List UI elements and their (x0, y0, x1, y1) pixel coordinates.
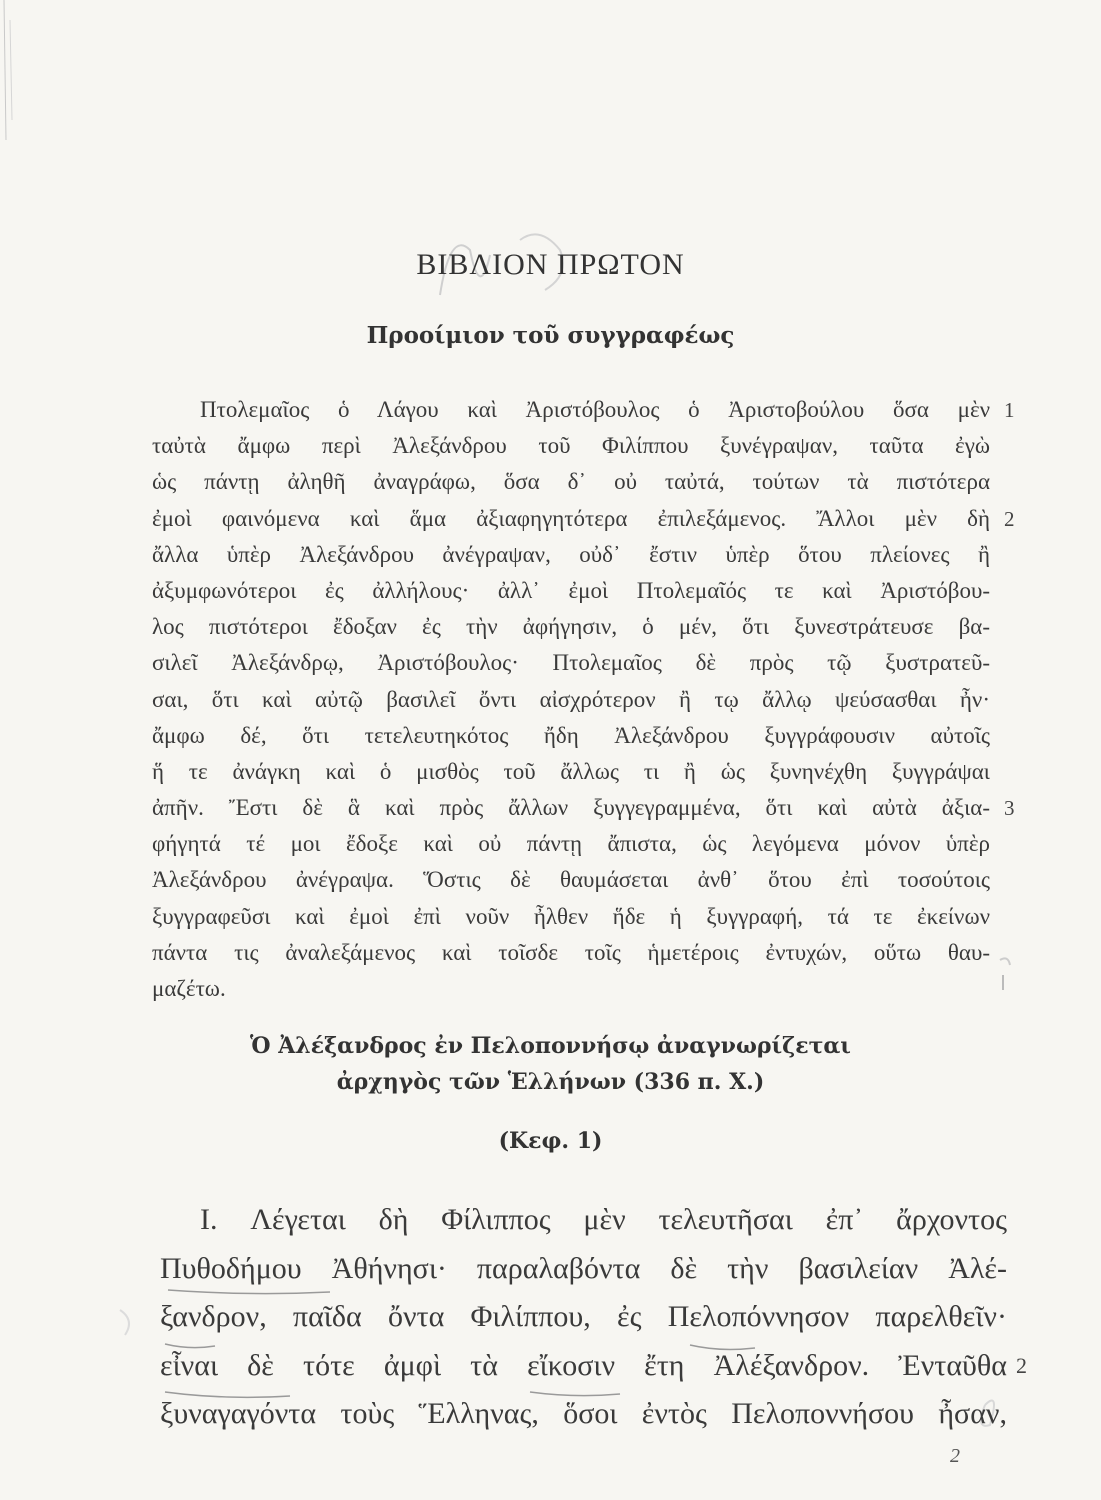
text-line: ἀξυμφωνότεροι ἐς ἀλλήλους· ἀλλ᾽ ἐμοὶ Πτολεμαῖός τε καὶ Ἀριστόβου- (152, 577, 990, 603)
text-line: Ἀλεξάνδρου ἀνέγραψα. Ὅστις δὲ θαυμάσεται ἀνθ᾽ ὅτου ἐπὶ τοσούτοις (152, 867, 990, 893)
text-line: πάντα τις ἀναλεξάμενος καὶ τοῖσδε τοῖς ἡμετέροις ἐντυχών, οὕτω θαυ- (152, 939, 990, 965)
text-line: ταὐτὰ ἄμφω περὶ Ἀλεξάνδρου τοῦ Φιλίππου ξυνέγραψαν, ταῦτα ἐγὼ (152, 433, 990, 459)
preface-title: Προοίμιον τοῦ συγγραφέως (366, 322, 735, 349)
chapter-heading-line2: ἀρχηγὸς τῶν Ἑλλήνων (336 π. Χ.) (336, 1069, 765, 1095)
section-number: 2 (1016, 1352, 1027, 1378)
chapter-body (160, 1196, 1060, 1439)
text-line: Πυθοδήμου Ἀθήνησι· παραλαβόντα δὲ τὴν βασιλείαν Ἀλέ- (160, 1251, 1007, 1285)
text-line: ξυναγαγόντα τοὺς Ἕλληνας, ὅσοι ἐντὸς Πελοποννήσου ἦσαν, (160, 1397, 1007, 1431)
text-line: λος πιστότεροι ἔδοξαν ἐς τὴν ἀφήγησιν, ὁ μέν, ὅτι ξυνεστράτευσε βα- (152, 614, 990, 640)
text-line: ὡς πάντῃ ἀληθῆ ἀναγράφω, ὅσα δ᾽ οὐ ταὐτά, τούτων τὰ πιστότερα (152, 469, 990, 495)
text-line: ἥ τε ἀνάγκη καὶ ὁ μισθὸς τοῦ ἄλλως τι ἢ ὡς ξυνηνέχθη ξυγγράψαι (152, 758, 990, 784)
text-line: σιλεῖ Ἀλεξάνδρῳ, Ἀριστόβουλος· Πτολεμαῖος δὲ πρὸς τῷ ξυστρατεῦ- (152, 650, 990, 676)
text-line: εἶναι δὲ τότε ἀμφὶ τὰ εἴκοσιν ἔτη Ἀλέξανδρον. Ἐνταῦθα 2 (160, 1342, 1007, 1391)
section-number: 2 (1004, 506, 1015, 531)
text-line: σαι, ὅτι καὶ αὐτῷ βασιλεῖ ὄντι αἰσχρότερον ἢ τῳ ἄλλῳ ψεύσασθαι ἦν· (152, 686, 990, 712)
text-line: μαζέτω. (152, 976, 226, 1001)
chapter-reference: (Κεφ. 1) (498, 1128, 603, 1154)
text-line: Πτολεμαῖος ὁ Λάγου καὶ Ἀριστόβουλος ὁ Ἀριστοβούλου ὅσα μὲν 1 (152, 392, 990, 428)
text-line: ἄλλα ὑπὲρ Ἀλεξάνδρου ἀνέγραψαν, οὐδ᾽ ἔστιν ὑπὲρ ὅτου πλείονες ἢ (152, 541, 990, 567)
text-line: φήγητά τέ μοι ἔδοξε καὶ οὐ πάντῃ ἄπιστα, ὡς λεγόμενα μόνον ὑπὲρ (152, 831, 990, 857)
text-line: ἀπῆν. Ἔστι δὲ ἃ καὶ πρὸς ἄλλων ξυγγεγραμμένα, ὅτι καὶ αὐτὰ ἀξια- 3 (152, 790, 990, 826)
chapter-heading-line1: Ὁ Ἀλέξανδρος ἐν Πελοποννήσῳ ἀναγνωρίζεται (250, 1033, 851, 1059)
text-line: ἄμφω δέ, ὅτι τετελευτηκότος ἤδη Ἀλεξάνδρου ξυγγράφουσιν αὐτοῖς (152, 722, 990, 748)
page-number: 2 (950, 1445, 960, 1467)
binding-edge (0, 0, 30, 140)
book-title: ΒΙΒΛΙΟΝ ΠΡΩΤΟΝ (416, 248, 685, 281)
text-line: ἐμοὶ φαινόμενα καὶ ἅμα ἀξιαφηγητότερα ἐπιλεξάμενος. Ἄλλοι μὲν δὴ 2 (152, 501, 990, 537)
text-line: ξανδρον, παῖδα ὄντα Φιλίππου, ἐς Πελοπόννησον παρελθεῖν· (160, 1300, 1007, 1334)
text-line: I. Λέγεται δὴ Φίλιππος μὲν τελευτῆσαι ἐπ᾽ ἄρχοντος (200, 1203, 1007, 1236)
section-number: 1 (1004, 398, 1015, 422)
text-line: ξυγγραφεῦσι καὶ ἐμοὶ ἐπὶ νοῦν ἦλθεν ἥδε ἡ ξυγγραφή, τά τε ἐκείνων (152, 903, 990, 929)
preface-body (152, 392, 1032, 1007)
section-number: 3 (1004, 796, 1015, 821)
